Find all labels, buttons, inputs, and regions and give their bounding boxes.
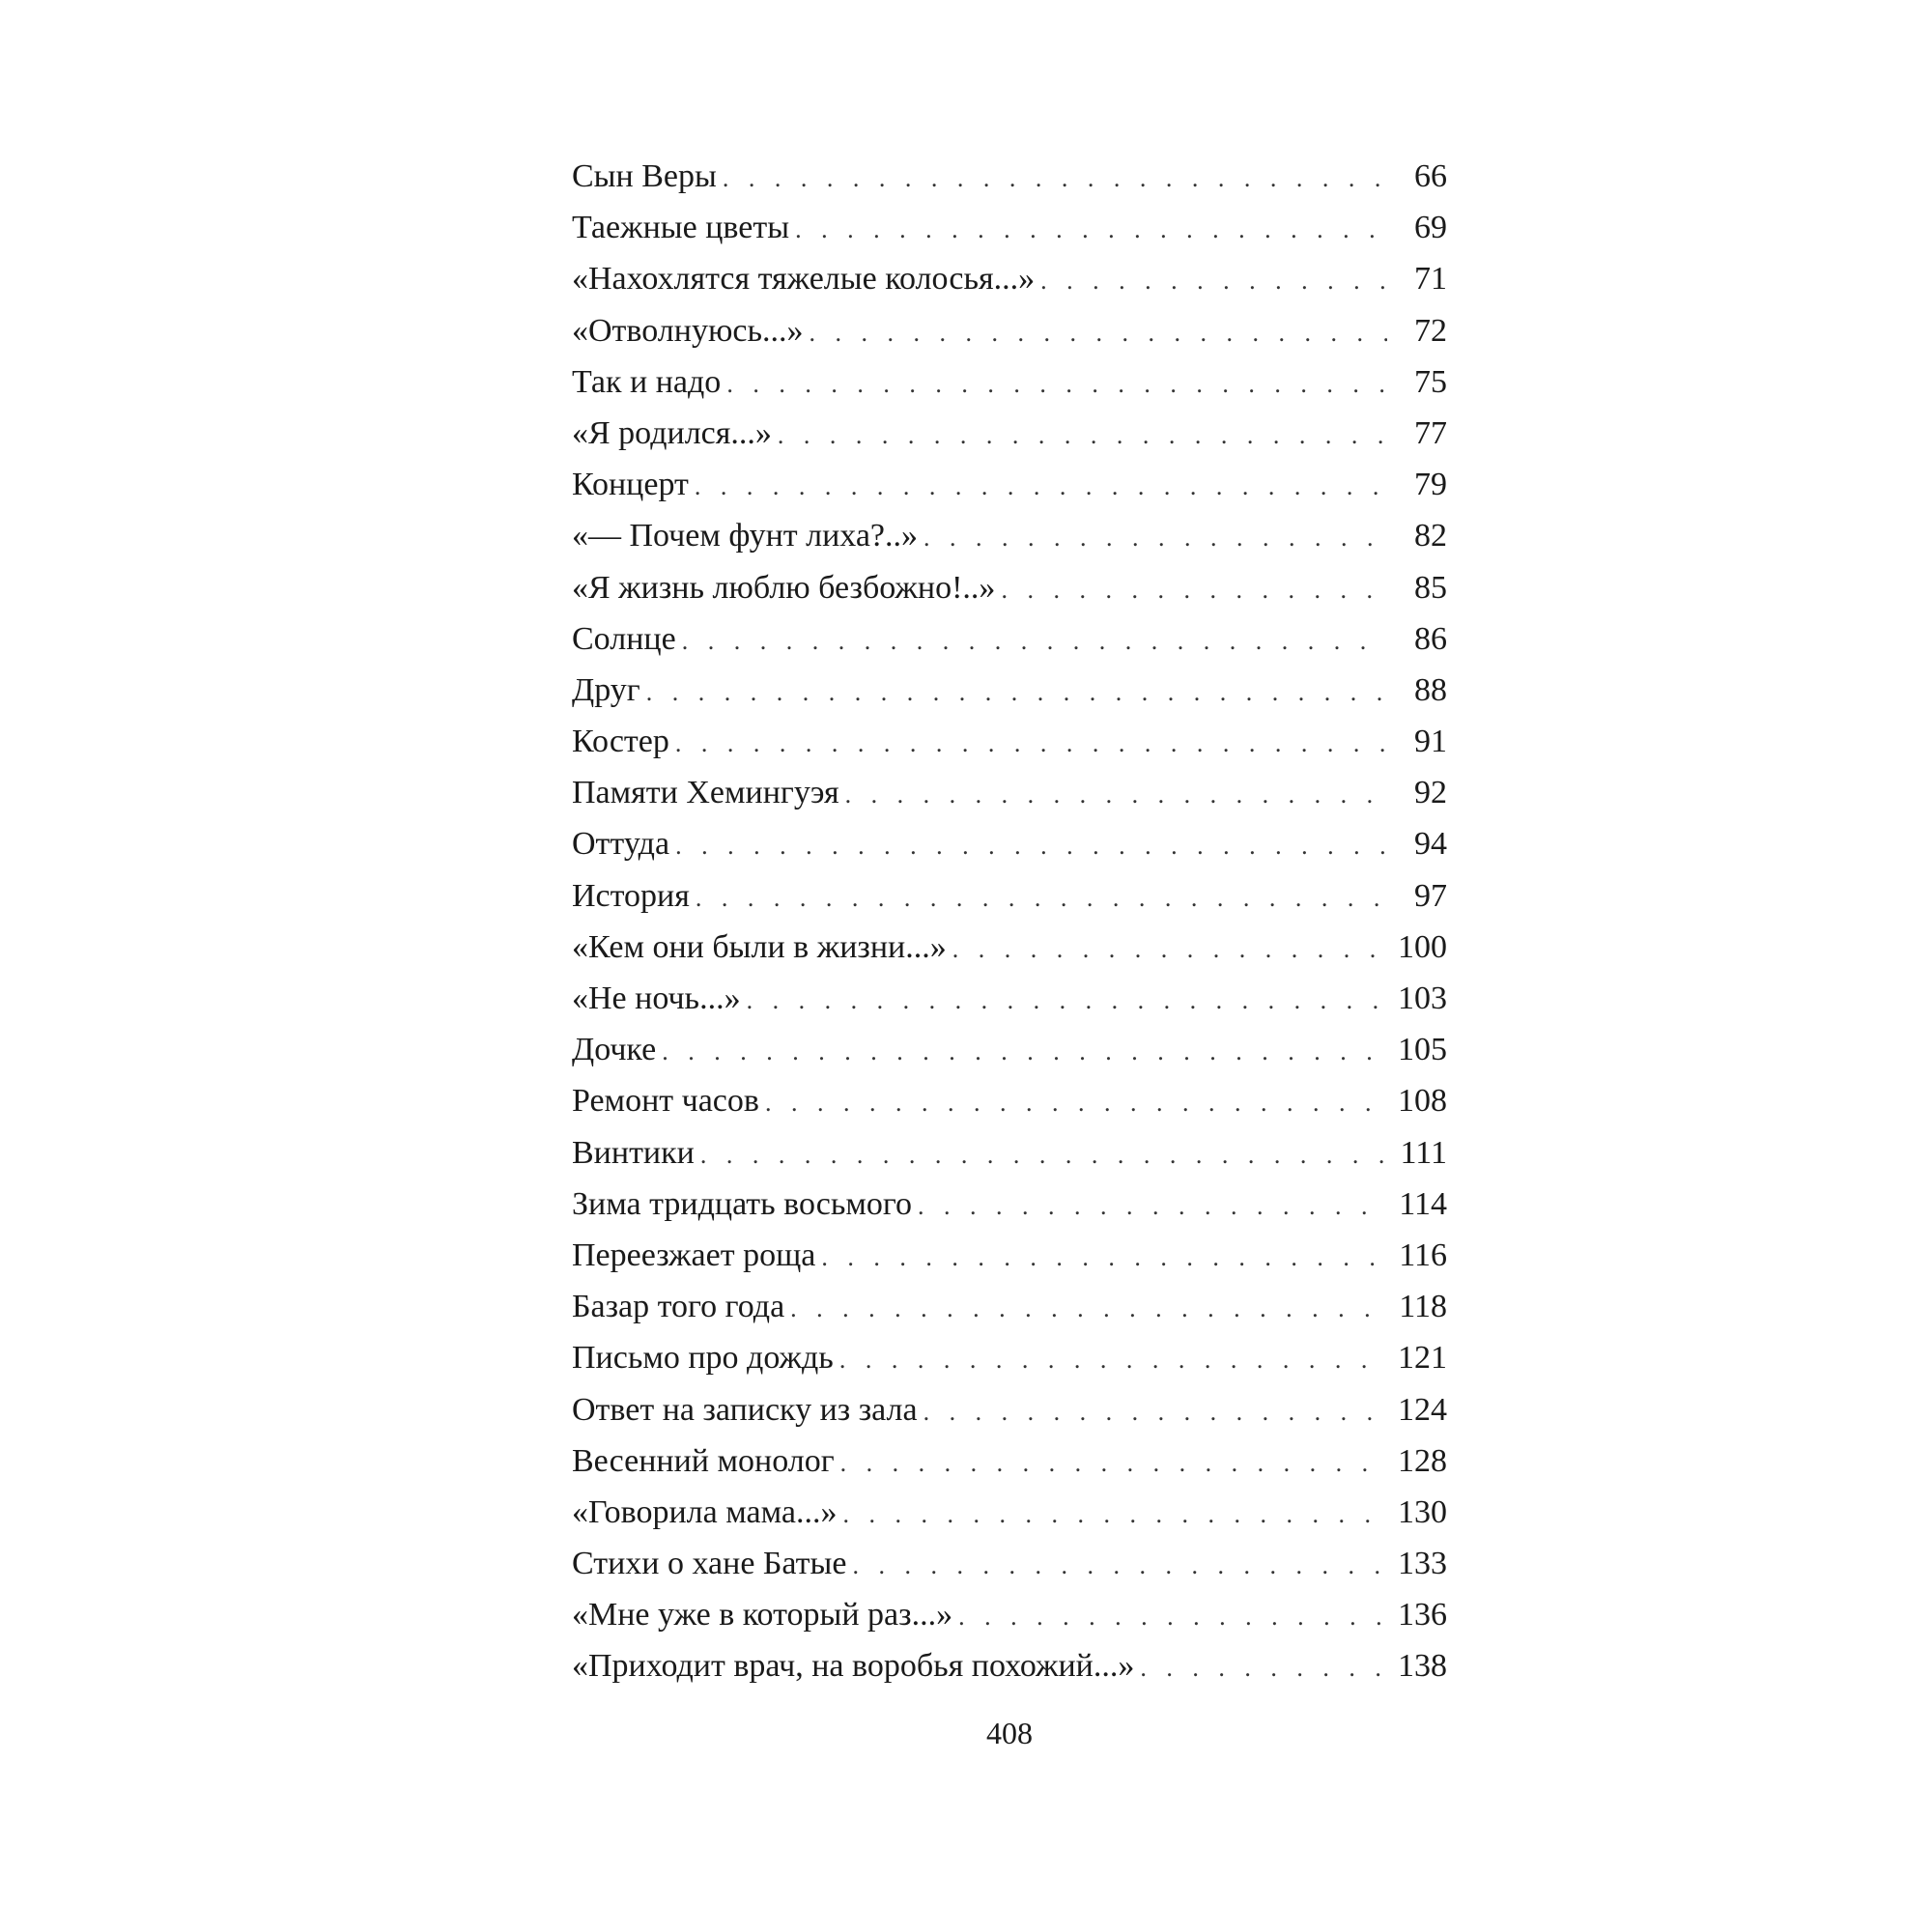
toc-entry-title: «Я жизнь люблю безбожно!..»: [572, 569, 996, 606]
toc-entry: [572, 1384, 1447, 1435]
toc-entry-title: Таежные цветы: [572, 210, 790, 246]
toc-entry: [572, 922, 1447, 973]
toc-entry-title: Винтики: [572, 1134, 695, 1171]
toc-dot-leader: [852, 1540, 1387, 1591]
toc-dot-leader: [839, 1334, 1387, 1385]
toc-entry: [572, 613, 1447, 665]
toc-entry: [572, 1281, 1447, 1332]
toc-dot-leader: [695, 461, 1387, 512]
toc-entry-title: «Не ночь...»: [572, 980, 741, 1016]
toc-entry-page: 86: [1414, 620, 1447, 657]
toc-dot-leader: [747, 975, 1387, 1026]
toc-dot-leader: [1140, 1642, 1387, 1693]
toc-entry-page: 88: [1414, 671, 1447, 708]
toc-entry: [572, 151, 1447, 202]
toc-entry-title: Костер: [572, 724, 669, 760]
toc-entry-title: «— Почем фунт лиха?..»: [572, 518, 919, 554]
toc-entry-title: Зима тридцать восьмого: [572, 1185, 913, 1222]
toc-entry-page: 105: [1398, 1032, 1447, 1068]
toc-entry-page: 116: [1399, 1236, 1447, 1273]
toc-entry: [572, 767, 1447, 818]
table-of-contents: [572, 151, 1447, 1692]
page-number: 408: [986, 1716, 1033, 1750]
toc-entry: [572, 562, 1447, 613]
toc-entry-page: 94: [1414, 826, 1447, 863]
toc-entry-page: 85: [1414, 569, 1447, 606]
toc-dot-leader: [809, 307, 1387, 358]
toc-entry-title: Памяти Хемингуэя: [572, 775, 839, 811]
toc-entry-title: Друг: [572, 671, 640, 708]
toc-dot-leader: [952, 923, 1387, 975]
toc-entry: [572, 305, 1447, 356]
toc-dot-leader: [765, 1077, 1387, 1128]
toc-dot-leader: [682, 615, 1387, 667]
toc-entry-title: Концерт: [572, 467, 689, 503]
toc-entry-page: 133: [1398, 1546, 1447, 1582]
toc-entry-page: 66: [1414, 158, 1447, 194]
toc-entry-title: Переезжает роща: [572, 1236, 816, 1273]
toc-dot-leader: [918, 1180, 1387, 1232]
toc-entry: [572, 1179, 1447, 1230]
toc-dot-leader: [1001, 564, 1387, 615]
toc-entry: [572, 1230, 1447, 1281]
toc-entry: [572, 459, 1447, 510]
toc-entry: [572, 408, 1447, 459]
toc-entry: [572, 1332, 1447, 1383]
toc-dot-leader: [723, 153, 1387, 204]
toc-entry-title: Сын Веры: [572, 158, 717, 194]
toc-dot-leader: [696, 872, 1387, 923]
toc-entry: [572, 716, 1447, 767]
toc-entry-title: «Нахохлятся тяжелые колосья...»: [572, 261, 1036, 298]
toc-dot-leader: [923, 1386, 1387, 1437]
toc-entry-page: 138: [1398, 1648, 1447, 1685]
toc-entry-page: 121: [1398, 1340, 1447, 1377]
toc-dot-leader: [843, 1489, 1388, 1540]
toc-entry-page: 75: [1414, 363, 1447, 400]
toc-entry: [572, 202, 1447, 253]
toc-entry: [572, 1075, 1447, 1126]
toc-entry-title: «Приходит врач, на воробья похожий...»: [572, 1648, 1135, 1685]
toc-entry-page: 82: [1414, 518, 1447, 554]
toc-dot-leader: [1040, 255, 1387, 306]
toc-entry-title: Дочке: [572, 1032, 657, 1068]
toc-entry-page: 77: [1414, 414, 1447, 451]
toc-dot-leader: [840, 1437, 1387, 1489]
toc-entry: [572, 1640, 1447, 1691]
toc-entry-title: «Кем они были в жизни...»: [572, 928, 947, 965]
toc-dot-leader: [958, 1591, 1387, 1642]
toc-dot-leader: [778, 410, 1387, 461]
toc-entry-title: Письмо про дождь: [572, 1340, 834, 1377]
toc-entry-page: 91: [1414, 724, 1447, 760]
toc-entry: [572, 665, 1447, 716]
toc-dot-leader: [923, 512, 1387, 563]
toc-entry-title: Так и надо: [572, 363, 722, 400]
toc-entry-page: 79: [1414, 467, 1447, 503]
toc-entry-page: 111: [1400, 1134, 1447, 1171]
toc-entry-title: «Отволнуюсь...»: [572, 312, 804, 349]
toc-entry-title: Ответ на записку из зала: [572, 1391, 918, 1428]
toc-entry-page: 136: [1398, 1597, 1447, 1634]
toc-entry-page: 114: [1399, 1185, 1447, 1222]
toc-dot-leader: [795, 204, 1387, 255]
toc-entry: [572, 1127, 1447, 1179]
toc-entry-page: 124: [1398, 1391, 1447, 1428]
toc-entry: [572, 973, 1447, 1024]
toc-dot-leader: [726, 358, 1387, 410]
toc-entry-title: «Говорила мама...»: [572, 1493, 838, 1530]
toc-dot-leader: [675, 718, 1387, 769]
toc-entry-page: 100: [1398, 928, 1447, 965]
toc-entry-title: Ремонт часов: [572, 1083, 759, 1120]
toc-dot-leader: [790, 1283, 1387, 1334]
toc-entry: [572, 1024, 1447, 1075]
toc-entry: [572, 1487, 1447, 1538]
toc-entry: [572, 1435, 1447, 1487]
toc-dot-leader: [646, 667, 1387, 718]
toc-entry: [572, 818, 1447, 869]
toc-entry-title: Оттуда: [572, 826, 670, 863]
toc-entry-title: Весенний монолог: [572, 1442, 835, 1479]
toc-dot-leader: [700, 1129, 1387, 1180]
toc-entry-page: 108: [1398, 1083, 1447, 1120]
toc-entry-title: Стихи о хане Батые: [572, 1546, 847, 1582]
toc-entry-page: 118: [1399, 1289, 1447, 1325]
toc-entry-title: Солнце: [572, 620, 676, 657]
toc-entry: [572, 870, 1447, 922]
toc-dot-leader: [662, 1026, 1387, 1077]
toc-entry: [572, 1538, 1447, 1589]
toc-entry: [572, 356, 1447, 408]
toc-entry-page: 72: [1414, 312, 1447, 349]
toc-dot-leader: [821, 1232, 1387, 1283]
toc-entry: [572, 1589, 1447, 1640]
toc-entry: [572, 510, 1447, 561]
toc-entry-title: История: [572, 877, 690, 914]
toc-entry-page: 103: [1398, 980, 1447, 1016]
toc-entry-title: «Я родился...»: [572, 414, 772, 451]
toc-entry-page: 97: [1414, 877, 1447, 914]
toc-entry: [572, 253, 1447, 304]
toc-entry-page: 71: [1414, 261, 1447, 298]
toc-entry-page: 69: [1414, 210, 1447, 246]
toc-dot-leader: [845, 769, 1387, 820]
toc-dot-leader: [675, 820, 1387, 871]
toc-entry-title: Базар того года: [572, 1289, 785, 1325]
toc-entry-page: 92: [1414, 775, 1447, 811]
toc-entry-title: «Мне уже в который раз...»: [572, 1597, 953, 1634]
toc-entry-page: 130: [1398, 1493, 1447, 1530]
toc-entry-page: 128: [1398, 1442, 1447, 1479]
